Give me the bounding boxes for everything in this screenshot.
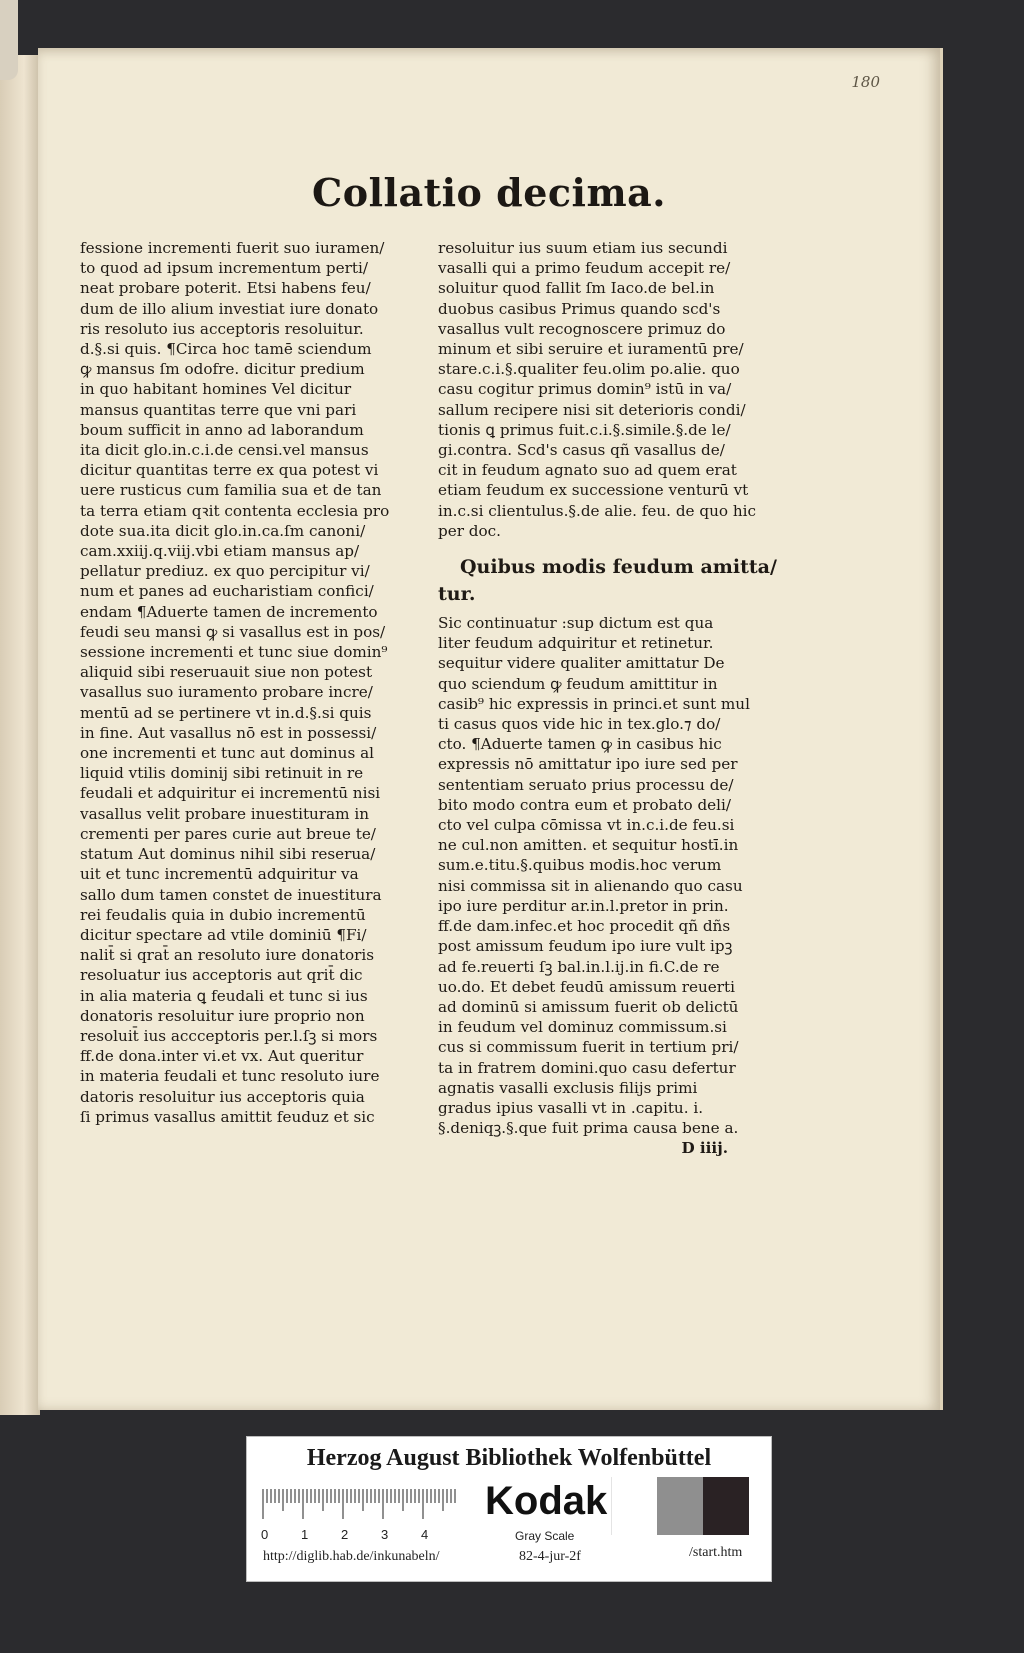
text-line: dote sua.ita dicit glo.in.ca.ſm canoni/ — [80, 521, 366, 540]
left-text-column — [80, 238, 446, 1127]
ruler-number: 2 — [341, 1527, 349, 1542]
text-line: vasalli qui a primo feudum accepit re/ — [438, 259, 731, 278]
text-line: mentū ad se pertinere vt in.d.§.si quis — [80, 703, 372, 722]
text-line: uit et tunc incrementū adquiritur va — [80, 865, 359, 884]
text-line: ris resoluto ius acceptoris resoluitur. — [80, 319, 364, 338]
text-line: resoluitur ius suum etiam ius secundi — [438, 239, 728, 257]
text-line: vasallus vult recognoscere primuz do — [438, 319, 726, 338]
text-line: ff.de dona.inter vi.et vx. Aut queritur — [80, 1047, 364, 1066]
text-line: gi.contra. Scd's casus qñ vasallus de/ — [438, 441, 725, 460]
text-line: cto. ¶Aduerte tamen ꝙ in casibus hic — [438, 735, 722, 754]
text-line: ꝙ mansus ſm odofre. dicitur predium — [80, 360, 365, 379]
text-line: ta in fratrem domini.quo casu defertur — [438, 1058, 736, 1077]
text-line: sententiam seruato prius processu de/ — [438, 775, 734, 794]
shelfmark: 82-4-jur-2f — [519, 1549, 581, 1564]
text-line: sum.e.titu.§.quibus modis.hoc verum — [438, 856, 722, 875]
text-line: in alia materia ꝗ feudali et tunc si ius — [80, 986, 368, 1005]
kodak-logo: Kodak — [485, 1479, 608, 1523]
text-line: cto vel culpa cōmissa vt in.c.i.de feu.si — [438, 816, 735, 835]
text-line: cus si commissum fuerit in tertium pri/ — [438, 1038, 739, 1057]
text-line: one incrementi et tunc aut dominus al — [80, 744, 374, 763]
text-line: ita dicit glo.in.c.i.de censi.vel mansus — [80, 441, 369, 460]
text-line: casu cogitur primus domin⁹ istū in va/ — [438, 380, 732, 399]
ruler-number: 0 — [261, 1527, 269, 1542]
folio-number: 180 — [851, 73, 880, 91]
facing-page-edge — [0, 55, 40, 1415]
text-line: quo sciendum ꝙ feudum amittitur in — [438, 674, 718, 693]
facing-page-corner — [0, 0, 18, 80]
right-column-top-text — [438, 238, 778, 541]
gray-swatch-mid — [657, 1477, 703, 1535]
signature-mark: D iiij. — [681, 1139, 728, 1158]
text-line: aliquid sibi reseruauit siue non potest — [80, 663, 373, 682]
text-line: endam ¶Aduerte tamen de incremento — [80, 602, 378, 621]
url-base: http://diglib.hab.de/inkunabeln/ — [263, 1549, 440, 1564]
text-line: dicitur quantitas terre ex qua potest vi — [80, 461, 379, 480]
text-line: minum et sibi seruire et iuramentū pre/ — [438, 340, 744, 359]
text-line: in feudum vel dominuz commissum.si — [438, 1018, 727, 1037]
text-line: pellatur prediuz. ex quo percipitur vi/ — [80, 562, 370, 581]
gray-swatch-white — [611, 1477, 658, 1535]
text-line: agnatis vasalli exclusis filijs primi — [438, 1078, 698, 1097]
measurement-ruler — [261, 1485, 457, 1527]
page-title: Collatio decima. — [311, 170, 667, 215]
section-heading-continued: tur. — [438, 583, 476, 606]
text-line: d.§.si quis. ¶Circa hoc tamē sciendum — [80, 340, 372, 359]
text-line: ſi primus vasallus amittit feuduz et sic — [80, 1107, 375, 1126]
text-line: Sic continuatur :sup dictum est qua — [438, 614, 714, 633]
text-line: sequitur videre qualiter amittatur De — [438, 654, 725, 673]
text-line: datoris resoluitur ius acceptoris quia — [80, 1087, 365, 1106]
text-line: stare.c.i.§.qualiter feu.olim po.alie. quo — [438, 360, 740, 379]
text-line: in quo habitant homines Vel dicitur — [80, 380, 352, 399]
ruler-number: 3 — [381, 1527, 389, 1542]
text-line: duobus casibus Primus quando scd's — [438, 299, 721, 318]
url-end: /start.htm — [689, 1545, 743, 1560]
text-line: tionis ꝗ primus fuit.c.i.§.simile.§.de le/ — [438, 420, 731, 439]
text-line: uo.do. Et debet feudū amissum reuerti — [438, 977, 735, 996]
text-line: nisi commissa sit in alienando quo casu — [438, 876, 743, 895]
text-line: liquid vtilis dominij sibi retinuit in re — [80, 764, 364, 783]
text-line: bito modo contra eum et probato deli/ — [438, 795, 732, 814]
text-line: resoluatur ius acceptoris aut qrit̄ dic — [80, 966, 363, 985]
text-line: cit in feudum agnato suo ad quem erat — [438, 461, 737, 480]
text-line: ff.de dam.infec.et hoc procedit qñ dñs — [438, 917, 731, 936]
text-line: boum sufficit in anno ad laborandum — [80, 420, 364, 439]
text-line: cam.xxiij.q.viij.vbi etiam mansus ap/ — [80, 542, 360, 561]
text-line: in fine. Aut vasallus nō est in possessi/ — [80, 723, 377, 742]
text-line: fessione incrementi fuerit suo iuramen/ — [80, 239, 385, 257]
text-line: per doc. — [438, 521, 501, 540]
text-line: casib⁹ hic expressis in princi.et sunt mul — [438, 694, 750, 713]
ruler-number: 4 — [421, 1527, 429, 1542]
text-line: resoluit̄ ius accceptoris per.l.ſꝫ si mors — [80, 1026, 378, 1045]
text-line: ad dominū si amissum fuerit ob delictū — [438, 997, 739, 1016]
ruler-numbers — [261, 1527, 461, 1543]
right-column-bottom-text — [438, 613, 778, 1138]
text-line: ne cul.non amitten. et sequitur hostī.in — [438, 836, 739, 855]
text-line: in.c.si clientulus.§.de alie. feu. de quo hic — [438, 501, 756, 520]
book-page — [38, 48, 943, 1410]
text-line: sessione incrementi et tunc siue domin⁹ — [80, 643, 388, 662]
text-line: dicitur spectare ad vtile dominiū ¶Fi/ — [80, 925, 367, 944]
text-line: vasallus velit probare inuestituram in — [80, 804, 370, 823]
text-line: etiam feudum ex successione venturū vt — [438, 481, 749, 500]
text-line: neat probare poterit. Etsi habens feu/ — [80, 279, 371, 298]
library-name: Herzog August Bibliothek Wolfenbüttel — [306, 1445, 712, 1471]
color-target-card — [246, 1436, 772, 1582]
text-line: ad fe.reuerti ſꝫ bal.in.l.ij.in fi.C.de re — [438, 957, 720, 976]
text-line: rei feudalis quia in dubio incrementū — [80, 905, 366, 924]
text-line: num et panes ad eucharistiam confici/ — [80, 582, 374, 601]
ruler-number: 1 — [301, 1527, 309, 1542]
text-line: vasallus suo iuramento probare incre/ — [80, 683, 373, 702]
text-line: ipo iure perditur ar.in.l.pretor in prin. — [438, 896, 729, 915]
text-line: sallum recipere nisi sit deterioris condi/ — [438, 400, 746, 419]
right-text-column — [438, 238, 778, 1159]
text-line: to quod ad ipsum incrementum perti/ — [80, 259, 368, 278]
text-line: expressis nō amittatur ipo iure sed per — [438, 755, 738, 774]
text-line: sallo dum tamen constet de inuestitura — [80, 885, 382, 904]
text-line: donatoris resoluitur iure proprio non — [80, 1006, 365, 1025]
section-heading: Quibus modis feudum amitta/ — [460, 556, 777, 579]
text-line: dum de illo alium investiat iure donato — [80, 299, 379, 318]
text-line: post amissum feudum ipo iure vult ipꝫ — [438, 937, 733, 956]
text-line: nalit̄ si qrat̄ an resoluto iure donatoris — [80, 946, 375, 965]
text-line: mansus quantitas terre que vni pari — [80, 400, 357, 419]
text-line: liter feudum adquiritur et retinetur. — [438, 634, 714, 653]
text-line: ti casus quos vide hic in tex.glo.⁊ do/ — [438, 715, 721, 734]
text-line: crementi per pares curie aut breue te/ — [80, 824, 376, 843]
gray-scale-label: Gray Scale — [515, 1529, 575, 1543]
text-line: §.deniqꝫ.§.que fuit prima causa bene a. — [438, 1119, 739, 1138]
text-line: ta terra etiam qꝛit contenta ecclesia pro — [80, 501, 390, 520]
text-line: uere rusticus cum familia sua et de tan — [80, 481, 382, 500]
text-line: feudali et adquiritur ei incrementū nisi — [80, 784, 381, 803]
gray-swatch-black — [703, 1477, 749, 1535]
text-line: feudi seu mansi ꝙ si vasallus est in pos/ — [80, 622, 386, 641]
text-line: in materia feudali et tunc resoluto iure — [80, 1067, 380, 1086]
text-line: gradus ipius vasalli vt in .capitu. i. — [438, 1098, 704, 1117]
text-line: statum Aut dominus nihil sibi reserua/ — [80, 845, 376, 864]
text-line: soluitur quod fallit ſm Iaco.de bel.in — [438, 279, 715, 298]
